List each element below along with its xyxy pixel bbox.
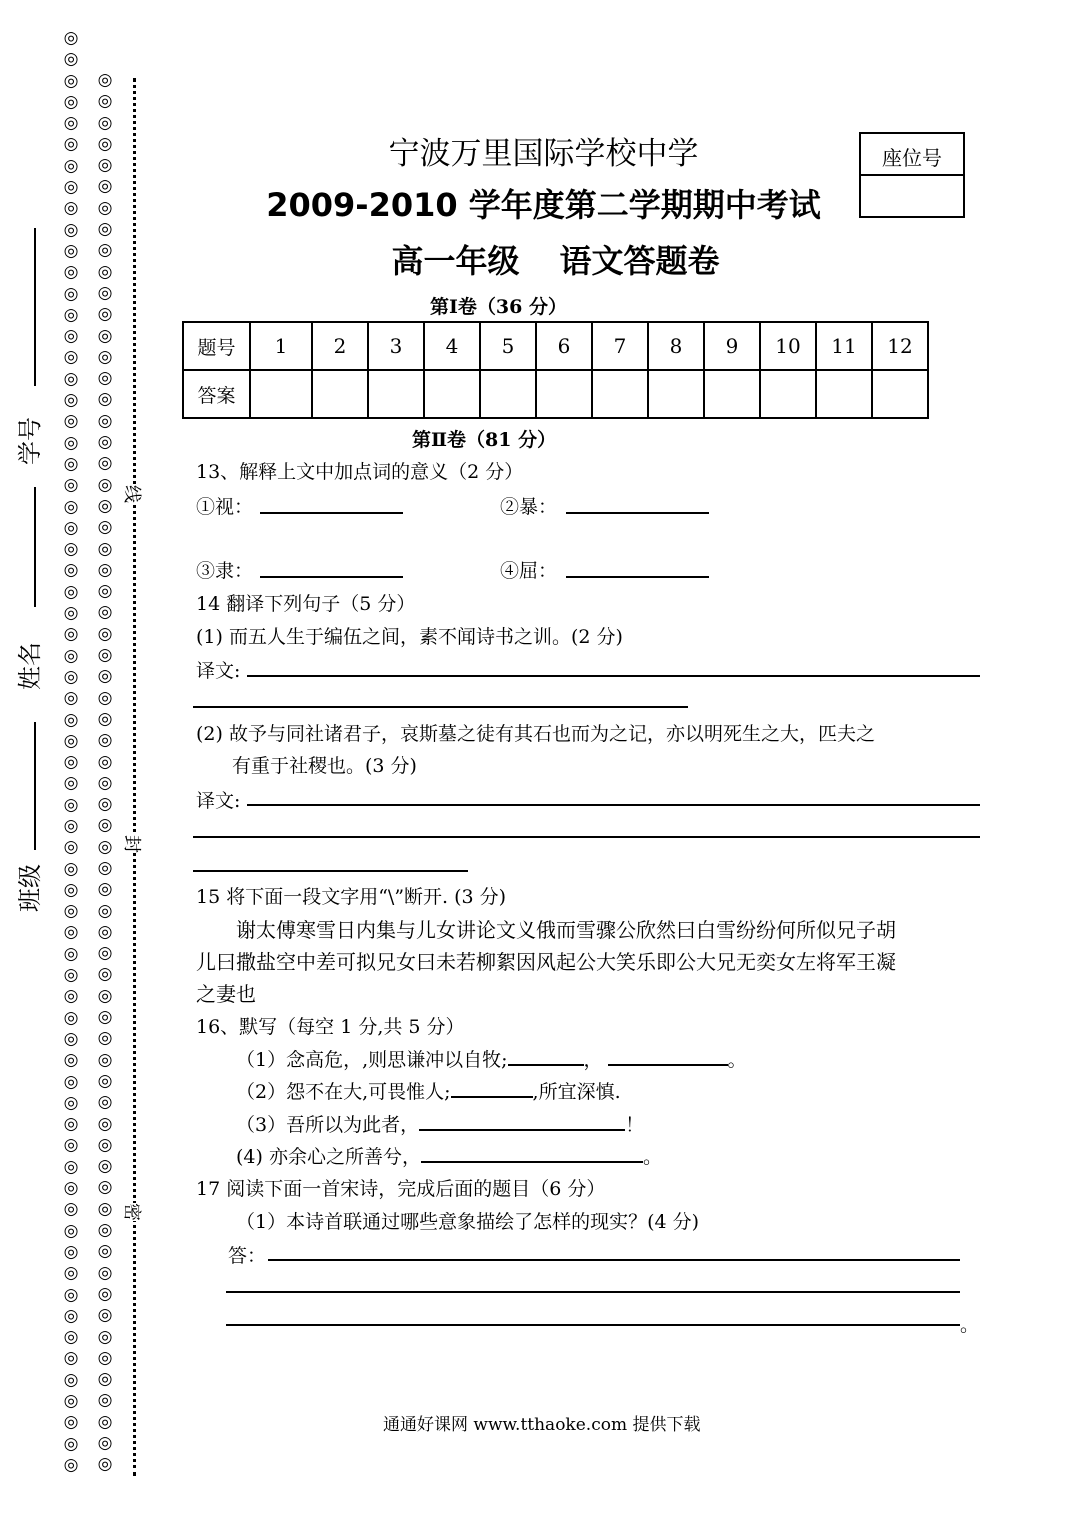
q16-item-1-blank[interactable] — [508, 1046, 584, 1066]
school-name: 宁波万里国际学校中学 — [388, 136, 699, 172]
q17-stem: 17 阅读下面一首宋诗，完成后面的题目（6 分） — [196, 1178, 606, 1200]
row-label-question: 题号 — [183, 322, 250, 370]
question-number: 5 — [480, 322, 536, 370]
q16-item-2-end: ,所宜深慎. — [532, 1081, 621, 1103]
q14-answer-1-line[interactable] — [193, 706, 688, 708]
q16-item-3-end: ！ — [625, 1114, 645, 1136]
part2-title: 第Ⅱ卷（81 分） — [412, 429, 557, 451]
binding-circles-outer: ◎ ◎ ◎ ◎ ◎ ◎ ◎ ◎ ◎ ◎ ◎ ◎ ◎ ◎ ◎ ◎ ◎ ◎ ◎ ◎ ◎ ◎ ◎ ◎ ◎ ◎ ◎ ◎ ◎ ◎ ◎ ◎ ◎ ◎ ◎ ◎ ◎ ◎ ◎ ◎ ◎ ◎ ◎ ◎ ◎ ◎ ◎ ◎ ◎ ◎ ◎ ◎ ◎ ◎ ◎ ◎ ◎ ◎ ◎ ◎ ◎ ◎ ◎ ◎ ◎ ◎ ◎ ◎ — [63, 28, 79, 1475]
q13-a-blank[interactable] — [260, 512, 403, 514]
question-number: 7 — [592, 322, 648, 370]
q17-answer-line[interactable] — [226, 1291, 960, 1293]
question-number: 6 — [536, 322, 592, 370]
q16-item-1-end: 。 — [727, 1049, 747, 1071]
binding-circles-inner: ◎ ◎ ◎ ◎ ◎ ◎ ◎ ◎ ◎ ◎ ◎ ◎ ◎ ◎ ◎ ◎ ◎ ◎ ◎ ◎ ◎ ◎ ◎ ◎ ◎ ◎ ◎ ◎ ◎ ◎ ◎ ◎ ◎ ◎ ◎ ◎ ◎ ◎ ◎ ◎ ◎ ◎ ◎ ◎ ◎ ◎ ◎ ◎ ◎ ◎ ◎ ◎ ◎ ◎ ◎ ◎ ◎ ◎ ◎ ◎ ◎ ◎ ◎ ◎ ◎ ◎ — [97, 70, 113, 1475]
q16-item-4-end: 。 — [642, 1146, 662, 1168]
q16-item-4 — [236, 1142, 662, 1169]
q13-d-blank[interactable] — [566, 576, 709, 578]
answer-cell[interactable] — [250, 370, 312, 418]
exam-title: 2009-2010 学年度第二学期期中考试 — [266, 186, 821, 224]
answer-cell[interactable] — [424, 370, 480, 418]
answer-cell[interactable] — [760, 370, 816, 418]
q14-answer-1-label: 译文: — [196, 660, 241, 682]
answer-cell[interactable] — [872, 370, 928, 418]
q16-item-2-text: （2）怨不在大,可畏惟人; — [236, 1081, 451, 1103]
seat-number-field[interactable] — [861, 176, 963, 216]
q16-item-2 — [236, 1077, 621, 1104]
question-number: 10 — [760, 322, 816, 370]
footer-text: 通通好课网 www.tthaoke.com 提供下载 — [383, 1415, 701, 1435]
q14-answer-2-label: 译文: — [196, 790, 241, 812]
answer-cell[interactable] — [648, 370, 704, 418]
q14-stem: 14 翻译下列句子（5 分） — [196, 593, 416, 615]
answer-cell[interactable] — [536, 370, 592, 418]
name-write-line[interactable] — [34, 487, 36, 607]
q16-item-1 — [236, 1045, 747, 1072]
q16-item-3 — [236, 1110, 644, 1137]
answer-cell[interactable] — [704, 370, 760, 418]
question-number: 2 — [312, 322, 368, 370]
q15-passage-line-1: 谢太傅寒雪日内集与儿女讲论文义俄而雪骤公欣然曰白雪纷纷何所似兄子胡 — [236, 918, 896, 942]
q13-d-label: ④屈： — [500, 560, 558, 582]
answer-cell[interactable] — [312, 370, 368, 418]
paper-label: 语文答题卷 — [559, 242, 720, 280]
q17-answer-line[interactable] — [226, 1324, 960, 1326]
q17-answer-line[interactable] — [268, 1259, 960, 1261]
q16-stem: 16、默写（每空 1 分,共 5 分） — [196, 1016, 465, 1038]
q14-sentence-1: (1) 而五人生于编伍之间，素不闻诗书之训。(2 分) — [196, 626, 623, 648]
q16-item-2-blank[interactable] — [451, 1078, 533, 1098]
q14-answer-1-line[interactable] — [247, 675, 980, 677]
q16-item-3-text: （3）吾所以为此者， — [236, 1114, 420, 1136]
grade-label: 高一年级 — [391, 242, 520, 280]
answer-cell[interactable] — [480, 370, 536, 418]
q14-answer-2-line[interactable] — [193, 836, 980, 838]
q13-b-label: ②暴： — [500, 496, 558, 518]
q13-c-label: ③隶： — [196, 560, 254, 582]
q13-stem: 13、解释上文中加点词的意义（2 分） — [196, 461, 524, 483]
q14-answer-2-line[interactable] — [193, 870, 468, 872]
q15-passage-line-2: 儿曰撒盐空中差可拟兄女曰未若柳絮因风起公大笑乐即公大兄无奕女左将军王凝 — [196, 950, 896, 974]
q17-end-mark: 。 — [960, 1314, 980, 1336]
q15-passage-line-3: 之妻也 — [196, 982, 256, 1006]
paper-title — [12, 236, 1087, 282]
question-number: 9 — [704, 322, 760, 370]
q14-answer-2-line[interactable] — [247, 804, 980, 806]
seal-dotted-line — [133, 78, 136, 1476]
q16-item-4-text: (4) 亦余心之所善兮， — [236, 1146, 421, 1168]
q16-item-1-comma: ， — [583, 1049, 603, 1071]
q13-a-label: ①视： — [196, 496, 254, 518]
seat-number-label: 座位号 — [861, 134, 963, 176]
question-number: 3 — [368, 322, 424, 370]
class-write-line[interactable] — [34, 722, 36, 850]
q17-answer-label: 答： — [228, 1245, 267, 1267]
answer-cell[interactable] — [592, 370, 648, 418]
row-label-answer: 答案 — [183, 370, 250, 418]
name-label: 姓名 — [16, 642, 44, 690]
q17-sub-1: （1）本诗首联通过哪些意象描绘了怎样的现实？(4 分) — [236, 1211, 700, 1233]
q13-c-blank[interactable] — [260, 576, 403, 578]
class-label: 班级 — [16, 864, 44, 912]
seal-char-line: 线 — [120, 485, 146, 503]
part1-title: 第Ⅰ卷（36 分） — [430, 296, 567, 318]
q13-b-blank[interactable] — [566, 512, 709, 514]
answer-cell[interactable] — [368, 370, 424, 418]
question-number: 4 — [424, 322, 480, 370]
q15-stem: 15 将下面一段文字用“\”断开. (3 分) — [196, 886, 507, 908]
q16-item-3-blank[interactable] — [419, 1111, 625, 1131]
q14-sentence-2: (2) 故予与同社诸君子，哀斯墓之徒有其石也而为之记，亦以明死生之大，匹夫之 — [196, 723, 875, 745]
student-no-label: 学号 — [16, 417, 44, 465]
seat-number-box — [859, 132, 965, 218]
q16-item-4-blank[interactable] — [421, 1143, 643, 1163]
seal-char-seal: 封 — [120, 835, 146, 853]
question-number: 12 — [872, 322, 928, 370]
question-number: 1 — [250, 322, 312, 370]
question-number: 8 — [648, 322, 704, 370]
seal-char-secret: 密 — [120, 1203, 146, 1221]
question-number: 11 — [816, 322, 872, 370]
answer-cell[interactable] — [816, 370, 872, 418]
q16-item-1-text: （1）念高危，,则思谦冲以自牧; — [236, 1049, 508, 1071]
q14-sentence-2-cont: 有重于社稷也。(3 分) — [232, 755, 417, 777]
q16-item-1-blank-2[interactable] — [608, 1046, 728, 1066]
answer-table — [182, 321, 929, 419]
